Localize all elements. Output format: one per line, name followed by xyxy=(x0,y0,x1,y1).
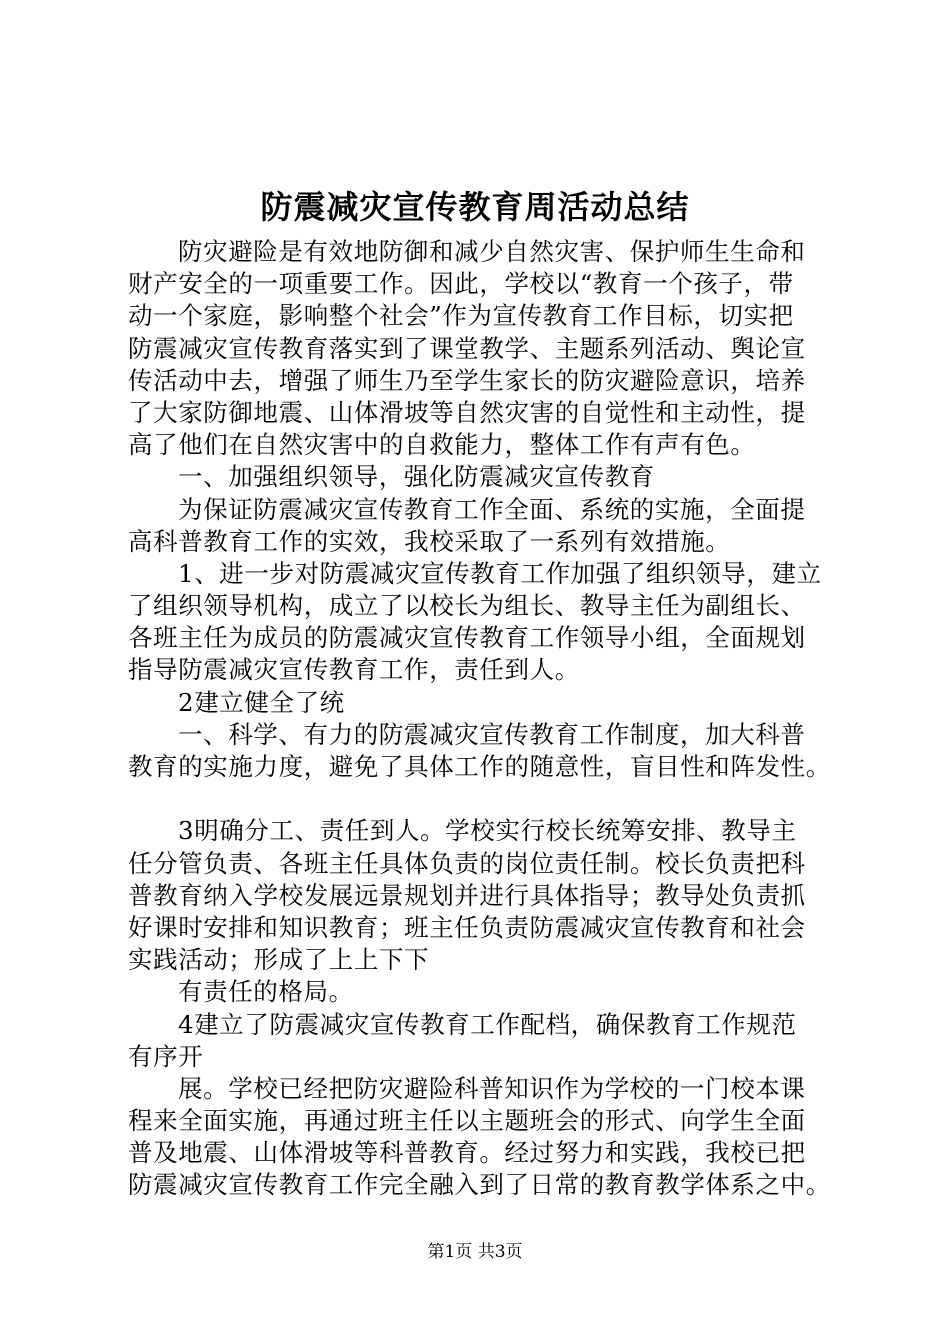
body-line: 防灾避险是有效地防御和减少自然灾害、保护师生生命和 xyxy=(178,237,806,266)
body-line: 了大家防御地震、山体滑坡等自然灾害的自觉性和主动性，提 xyxy=(128,397,806,427)
body-line: 防震减灾宣传教育落实到了课堂教学、主题系列活动、舆论宣 xyxy=(128,333,806,363)
body-line: 高科普教育工作的实效，我校采取了一系列有效措施。 xyxy=(128,526,731,556)
body-line: 1、进一步对防震减灾宣传教育工作加强了组织领导，建立 xyxy=(178,558,822,588)
body-line: 有序开 xyxy=(128,1041,204,1071)
body-line: 普教育纳入学校发展远景规划并进行具体指导；教导处负责抓 xyxy=(128,880,806,910)
body-line: 4建立了防震减灾宣传教育工作配档，确保教育工作规范 xyxy=(178,1009,797,1039)
body-line: 各班主任为成员的防震减灾宣传教育工作领导小组，全面规划 xyxy=(128,623,806,653)
body-line: 有责任的格局。 xyxy=(178,977,354,1007)
document-title: 防震减灾宣传教育周活动总结 xyxy=(260,188,690,226)
body-line: 一、科学、有力的防震减灾宣传教育工作制度，加大科普 xyxy=(178,719,806,749)
body-line: 财产安全的一项重要工作。因此，学校以“教育一个孩子，带 xyxy=(128,269,794,299)
blank-line xyxy=(128,783,838,815)
body-line: 3明确分工、责任到人。学校实行校长统筹安排、教导主 xyxy=(178,816,797,846)
body-line: 实践活动；形成了上上下下 xyxy=(128,945,430,975)
body-line: 任分管负责、各班主任具体负责的岗位责任制。校长负责把科 xyxy=(128,848,806,878)
body-line: 2建立健全了统 xyxy=(178,687,345,717)
body-line: 好课时安排和知识教育；班主任负责防震减灾宣传教育和社会 xyxy=(128,912,806,942)
body-line: 指导防震减灾宣传教育工作，责任到人。 xyxy=(128,655,580,685)
body-line: 教育的实施力度，避免了具体工作的随意性，盲目性和阵发性。 xyxy=(128,752,831,781)
body-line: 一、加强组织领导，强化防震减灾宣传教育 xyxy=(178,462,655,492)
body-line: 高了他们在自然灾害中的自救能力，整体工作有声有色。 xyxy=(128,430,756,460)
body-line: 动一个家庭，影响整个社会”作为宣传教育工作目标，切实把 xyxy=(128,301,794,331)
page-footer: 第1页 共3页 xyxy=(427,1242,523,1262)
body-line: 传活动中去，增强了师生乃至学生家长的防灾避险意识，培养 xyxy=(128,365,806,395)
body-line: 防震减灾宣传教育工作完全融入到了日常的教育教学体系之中。 xyxy=(128,1170,831,1200)
body-line: 程来全面实施，再通过班主任以主题班会的形式、向学生全面 xyxy=(128,1106,806,1136)
body-line: 普及地震、山体滑坡等科普教育。经过努力和实践，我校已把 xyxy=(128,1138,806,1168)
body-line: 展。学校已经把防灾避险科普知识作为学校的一门校本课 xyxy=(178,1073,806,1103)
body-line: 了组织领导机构，成立了以校长为组长、教导主任为副组长、 xyxy=(128,591,806,621)
body-line: 为保证防震减灾宣传教育工作全面、系统的实施，全面提 xyxy=(178,494,806,524)
document-body xyxy=(128,236,838,1202)
